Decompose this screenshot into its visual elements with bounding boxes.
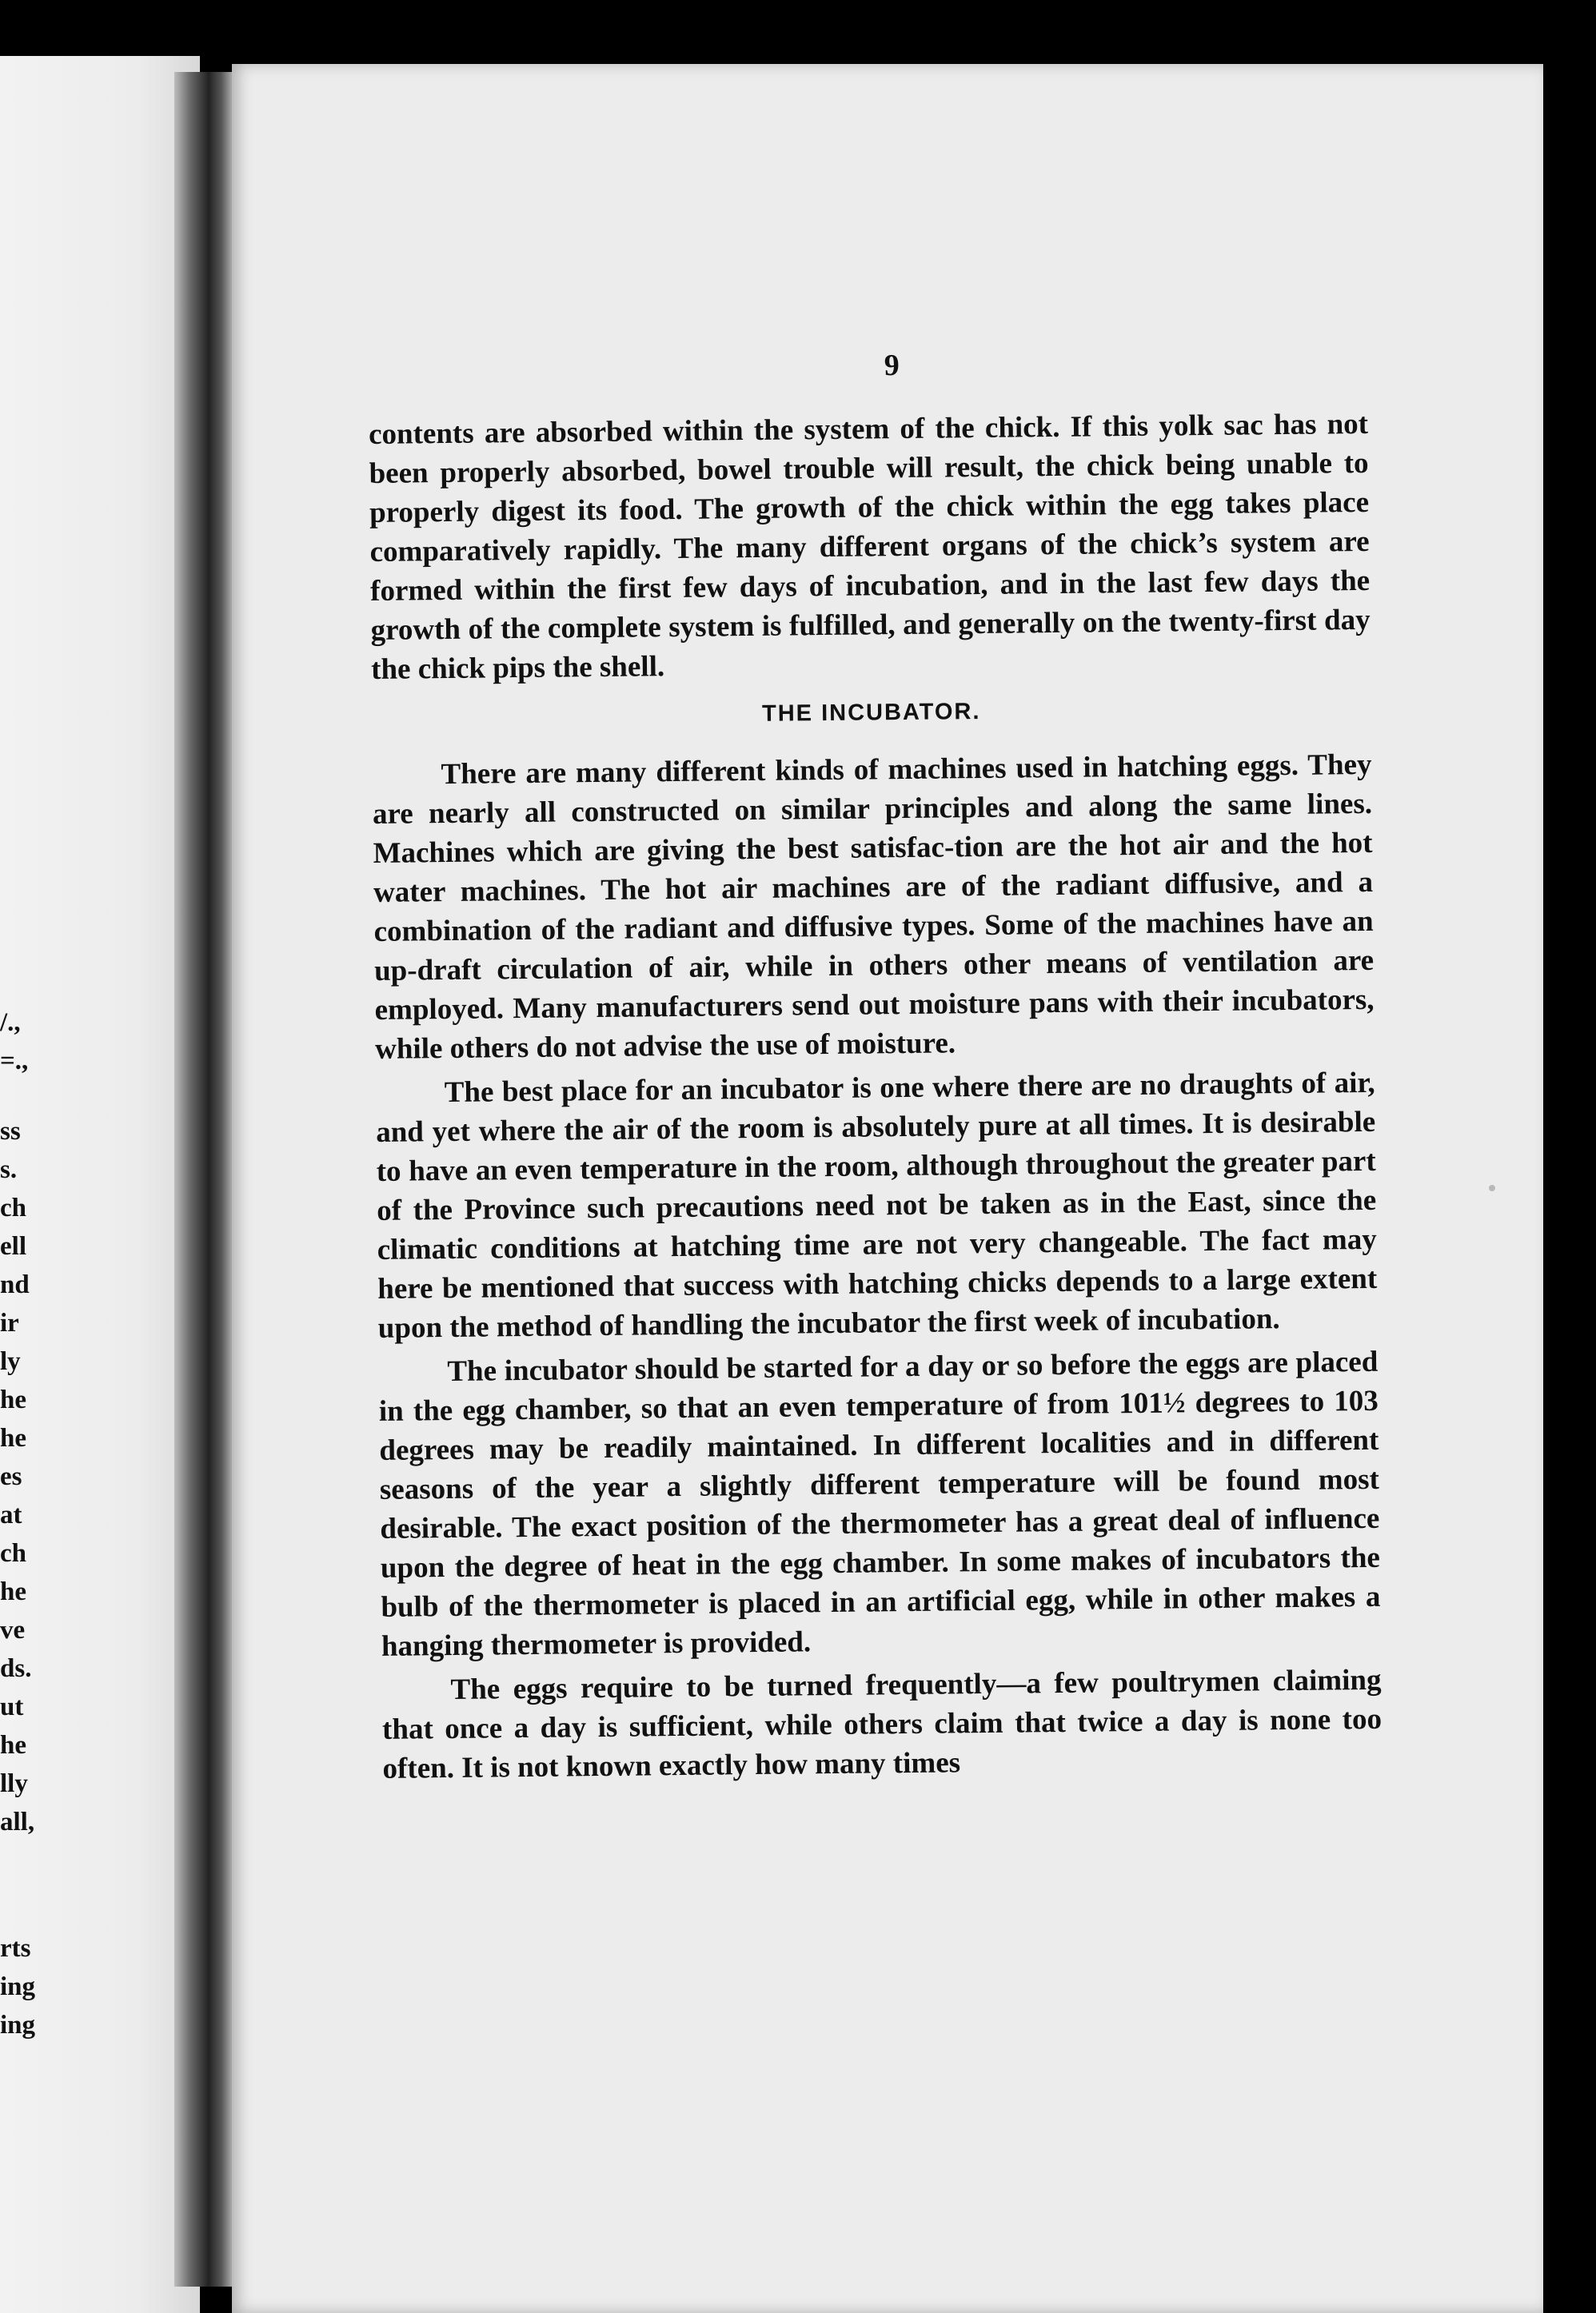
left-fragment: es [0, 1462, 22, 1491]
section-heading: THE INCUBATOR. [761, 698, 981, 727]
page-number: 9 [884, 349, 900, 383]
spacer [0, 1841, 56, 1929]
page-text-block [368, 341, 1383, 1789]
paragraph: The incubator should be started for a day or so before the eggs are placed in the egg chamber, so that an even temperature of from 101½ degrees to 103 degrees may be readily maintained. In different localities and in different seasons of the year a slightly different temperature will be found most desirable. The exact position of the thermometer has a great deal of influence upon the degree of heat in the egg chamber. In some makes of incubators the bulb of the thermometer is placed in an artificial egg, while in other makes a hanging thermometer is provided. [378, 1345, 1381, 1663]
book-gutter [174, 72, 237, 2287]
left-fragment: rts [0, 1934, 31, 1963]
left-fragment: he [0, 1424, 26, 1453]
left-fragment: he [0, 1386, 26, 1414]
left-fragment: s. [0, 1155, 18, 1184]
left-fragment: he [0, 1577, 26, 1606]
paragraph: The best place for an incubator is one where there are no draughts of air, and yet where the air of the room is absolutely pure at all times. It is desirable to have an even temperature in the room, although throughout the greater part of the Province such precautions need not be taken as in the East, since the climatic conditions at hatching time are not very changeable. The fact may here be mentioned that success with hatching chicks depends to a large extent upon the method of handling the incubator the first week of incubation. [376, 1066, 1378, 1345]
left-page-text-fragments [0, 1003, 56, 2044]
left-fragment: ds. [0, 1654, 32, 1683]
left-fragment: ly [0, 1347, 21, 1376]
paragraph: contents are absorbed within the system of the chick. If this yolk sac has not been properly absorbed, bowel trouble will result, the chick being unable to properly digest its food. The growth of the chick within the egg takes place comparatively rapidly. The many different organs of the chick’s system are formed within the first few days of incubation, and in the last few days the growth of the complete system is fulfilled, and generally on the twenty-first day the chick pips the shell. [368, 407, 1371, 686]
left-fragment: ing [0, 2011, 36, 2040]
left-fragment: he [0, 1731, 26, 1760]
left-fragment: ell [0, 1232, 26, 1261]
left-fragment: all, [0, 1808, 35, 1836]
right-page [232, 64, 1543, 2313]
left-fragment: ut [0, 1693, 24, 1721]
left-fragment: ir [0, 1309, 19, 1338]
left-fragment: at [0, 1501, 22, 1529]
spacer [0, 1080, 56, 1112]
paragraph: There are many different kinds of machines used in hatching eggs. They are nearly all constructed on similar principles and along the same lines. Machines which are giving the best satisfac-tion are the hot air and the hot water machines. The hot air machines are of the radiant diffusive, and a combination of the radiant and diffusive types. Some of the machines have an up-draft circulation of air, while in others other means of ventilation are employed. Many manufacturers send out moisture pans with their incubators, while others do not advise the use of moisture. [372, 748, 1375, 1066]
left-fragment: ing [0, 1972, 36, 2001]
left-fragment: /., [0, 1008, 21, 1037]
left-fragment: =., [0, 1047, 29, 1075]
left-page-edge [0, 56, 200, 2313]
left-fragment: ss [0, 1117, 21, 1146]
left-fragment: nd [0, 1270, 30, 1299]
left-fragment: ch [0, 1194, 26, 1222]
scan-speck [1489, 1185, 1495, 1191]
paragraph: The eggs require to be turned frequently—a few poultrymen claiming that once a day is sufficient, while others claim that twice a day is none too often. It is not known exactly how many times [381, 1663, 1383, 1785]
left-fragment: ve [0, 1616, 26, 1645]
left-fragment: lly [0, 1769, 28, 1798]
left-fragment: ch [0, 1539, 26, 1568]
